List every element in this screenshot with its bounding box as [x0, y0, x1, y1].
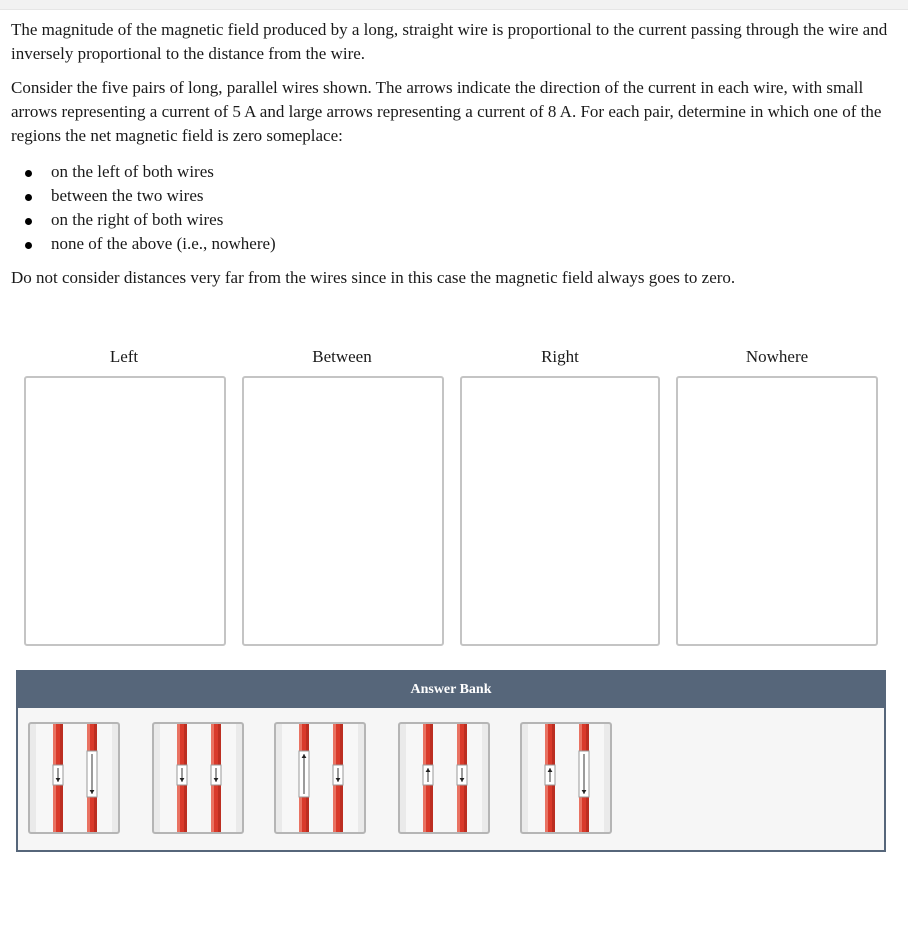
left-wire: [545, 724, 555, 832]
wire-pair-3[interactable]: [274, 722, 366, 834]
left-wire: [53, 724, 63, 832]
bullet-icon: [25, 170, 32, 177]
option-item: [11, 208, 276, 232]
option-text: on the left of both wires: [51, 162, 214, 181]
option-item: [11, 160, 276, 184]
between-drop-zone[interactable]: [242, 376, 444, 646]
right-drop-zone[interactable]: [460, 376, 660, 646]
right-wire: [333, 724, 343, 832]
nowhere-drop-zone[interactable]: [676, 376, 878, 646]
bullet-icon: [25, 194, 32, 201]
options-list: [11, 160, 276, 256]
option-text: none of the above (i.e., nowhere): [51, 234, 276, 253]
between-zone-label: Between: [312, 347, 372, 366]
option-item: [11, 232, 276, 256]
left-wire: [423, 724, 433, 832]
left-zone-label: Left: [109, 347, 139, 366]
right-zone-label: Right: [541, 347, 579, 366]
right-wire: [457, 724, 467, 832]
bullet-icon: [25, 218, 32, 225]
left-wire: [299, 724, 309, 832]
note-paragraph: Do not consider distances very far from the wires since in this case the magnetic field always goes to zero.: [11, 268, 736, 287]
wire-pair-2[interactable]: [152, 722, 244, 834]
wire-pair-1[interactable]: [28, 722, 120, 834]
option-text: on the right of both wires: [51, 210, 224, 229]
nowhere-zone-label: Nowhere: [745, 347, 809, 366]
option-item: [11, 184, 276, 208]
wire-pair-5[interactable]: [520, 722, 612, 834]
answer-bank-title: Answer Bank: [410, 682, 492, 697]
answer-bank: [16, 670, 886, 852]
bullet-icon: [25, 242, 32, 249]
answer-bank-header: [18, 672, 884, 708]
wire-pair-4[interactable]: [398, 722, 490, 834]
right-wire: [211, 724, 221, 832]
right-wire: [87, 724, 97, 832]
left-drop-zone[interactable]: [24, 376, 226, 646]
left-wire: [177, 724, 187, 832]
right-wire: [579, 724, 589, 832]
instruction-paragraph: Consider the five pairs of long, parallel wires shown. The arrows indicate the direction of the current in each wire, with small arrows representing a current of 5 A and large arrows representing a current of 8 A. For each pair, determine in which one of the regions the net magnetic field is zero someplace:: [11, 78, 882, 145]
intro-paragraph: The magnitude of the magnetic field produced by a long, straight wire is proportional to the current passing through the wire and inversely proportional to the distance from the wire.: [11, 20, 888, 63]
top-bar: [0, 0, 908, 10]
option-text: between the two wires: [51, 186, 204, 205]
